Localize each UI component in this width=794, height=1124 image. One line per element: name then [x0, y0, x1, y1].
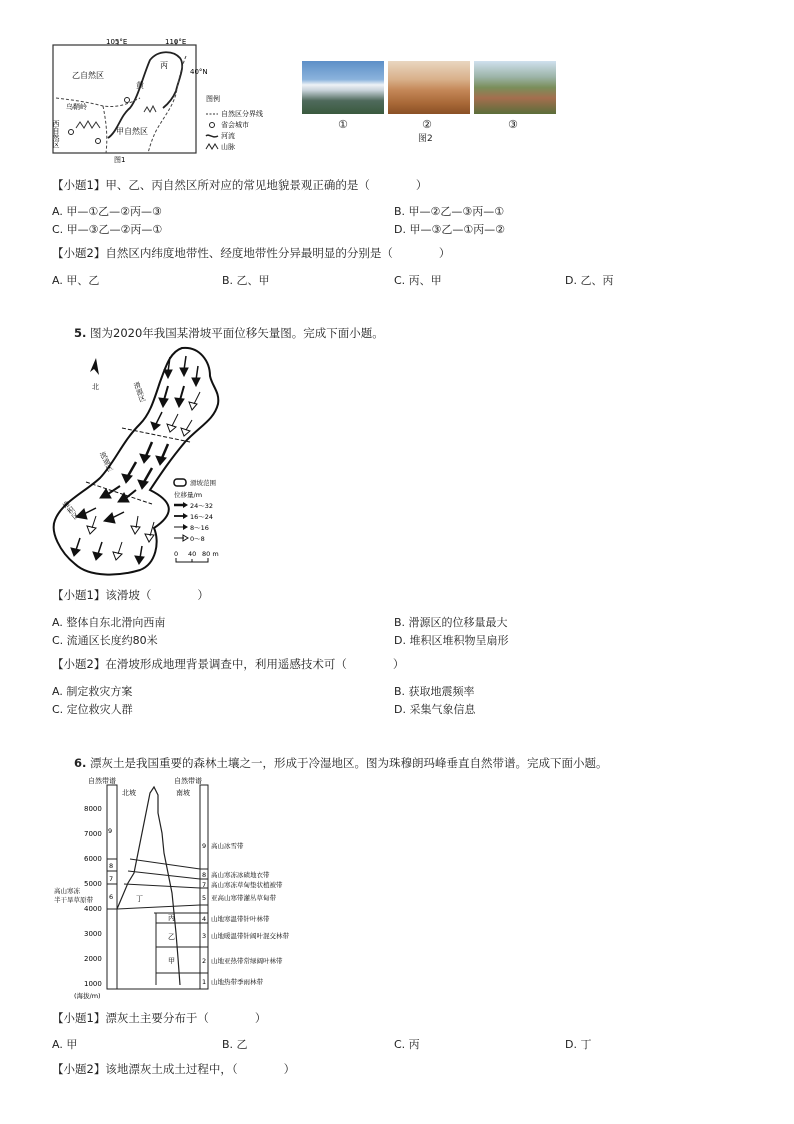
zone-num-1: 1: [202, 978, 207, 986]
label-jia: 甲: [168, 957, 175, 965]
legend-mountain-label: 山脉: [221, 143, 235, 151]
legend-title: 图例: [206, 95, 220, 103]
label-yi: 乙: [168, 933, 175, 941]
city-marker: [69, 130, 74, 135]
scale-tick-0: 0: [174, 550, 179, 558]
north-label: 北: [92, 383, 99, 391]
zone-name-5: 亚高山寒带灌丛草甸带: [211, 894, 276, 902]
q4-sub2-option-b[interactable]: B. 乙、甲: [222, 274, 270, 287]
left-zone-column: [107, 785, 117, 989]
vertical-zone-diagram: [50, 773, 330, 1003]
y-tick-3000: 3000: [84, 930, 102, 938]
slope-band-lines: [117, 859, 200, 985]
q5-sub1-option-d[interactable]: D. 堆积区堆积物呈扇形: [394, 634, 509, 647]
south-slope-label: 南坡: [176, 789, 190, 797]
city-marker: [125, 98, 130, 103]
y-tick-7000: 7000: [84, 830, 102, 838]
legend-river-label: 河流: [221, 132, 235, 140]
q5-sub2-option-b[interactable]: B. 获取地震频率: [394, 685, 475, 698]
map1-caption: 图1: [114, 156, 126, 164]
landscape-photo-2: [388, 61, 470, 114]
legend-city-marker: [210, 123, 215, 128]
q6-stem-text: 漂灰土是我国重要的森林土壤之一，形成于冷湿地区。图为珠穆朗玛峰垂直自然带谱。完成下面小题。: [86, 756, 608, 770]
q6-number: 6.: [74, 756, 87, 770]
q6-sub1-option-c[interactable]: C. 丙: [394, 1038, 420, 1051]
left-zone-header: 自然带谱: [88, 777, 116, 785]
q6-sub1-option-d[interactable]: D. 丁: [565, 1038, 592, 1051]
q5-sub1-option-a[interactable]: A. 整体自东北滑向西南: [52, 616, 166, 629]
legend-label-0-8: 0～8: [190, 535, 205, 543]
left-zone-num-9: 9: [108, 827, 113, 835]
scale-tick-80: 80 m: [202, 550, 219, 558]
y-tick-4000: 4000: [84, 905, 102, 913]
zone-num-8: 8: [202, 871, 207, 879]
label-ding: 丁: [136, 895, 143, 903]
left-zone-label-line2: 半干旱草原带: [54, 896, 93, 904]
lat-label-40: 40°N: [190, 68, 208, 76]
zone-name-2: 山地亚热带常绿阔叶林带: [211, 957, 283, 965]
y-unit: (海拔/m): [74, 992, 101, 1000]
q5-stem: [74, 325, 384, 341]
q6-sub1-stem: 【小题1】漂灰土主要分布于（ ）: [52, 1011, 267, 1025]
mountain-wuqiaoling: [76, 121, 100, 128]
photos-caption: 图2: [418, 134, 433, 144]
y-tick-1000: 1000: [84, 980, 102, 988]
photo-label-2: ②: [422, 118, 432, 131]
zone-num-5: 5: [202, 894, 207, 902]
q4-sub1-option-d[interactable]: D. 甲—③乙—①丙—②: [394, 223, 506, 236]
legend-range-label: 滑坡范围: [190, 479, 216, 487]
zone-num-3: 3: [202, 932, 207, 940]
label-xi-region: 西自然区: [52, 120, 60, 148]
label-bing: 丙: [168, 914, 175, 922]
city-marker: [96, 139, 101, 144]
zone-num-2: 2: [202, 957, 207, 965]
zone-name-9: 高山冰雪带: [211, 842, 244, 850]
map-figure-1: [48, 36, 298, 166]
y-tick-6000: 6000: [84, 855, 102, 863]
q5-sub2-option-a[interactable]: A. 制定救灾方案: [52, 685, 133, 698]
legend-range-icon: [174, 479, 186, 486]
label-jia-region: 甲自然区: [116, 127, 148, 136]
y-tick-5000: 5000: [84, 880, 102, 888]
legend-river-icon: [206, 135, 218, 137]
legend-arrow-16-24: [174, 513, 188, 519]
legend-arrow-0-8: [174, 535, 188, 541]
q5-stem-text: 图为2020年我国某滑坡平面位移矢量图。完成下面小题。: [86, 326, 384, 340]
q4-sub2-option-c[interactable]: C. 丙、甲: [394, 274, 442, 287]
legend-label-16-24: 16～24: [190, 513, 214, 521]
landslide-map: [50, 342, 280, 582]
legend-mountain-icon: [206, 144, 218, 149]
photo-label-3: ③: [508, 118, 518, 131]
zone-name-4: 山地寒温带针叶林带: [211, 915, 270, 923]
right-zone-labels: [202, 841, 290, 986]
q4-sub1-option-a[interactable]: A. 甲—①乙—②丙—③: [52, 205, 162, 218]
landscape-photo-3: [474, 61, 556, 114]
legend-arrow-8-16: [174, 524, 188, 530]
region-boundary-west: [103, 106, 107, 153]
q5-sub2-option-c[interactable]: C. 定位救灾人群: [52, 703, 133, 716]
zone-num-9: 9: [202, 842, 207, 850]
q5-sub2-option-d[interactable]: D. 采集气象信息: [394, 703, 476, 716]
legend-label-8-16: 8～16: [190, 524, 209, 532]
left-zone-num-8: 8: [109, 862, 114, 870]
zone-name-8: 高山寒冻冰碛地衣带: [211, 871, 270, 879]
zone-name-3: 山地暖温带针阔叶混交林带: [211, 932, 289, 940]
q4-sub2-option-a[interactable]: A. 甲、乙: [52, 274, 100, 287]
q4-sub1-option-c[interactable]: C. 甲—③乙—②丙—①: [52, 223, 163, 236]
north-arrow-icon: [90, 358, 99, 375]
legend-displacement-title: 位移量/m: [174, 491, 203, 499]
zone-num-7: 7: [202, 881, 207, 889]
q4-sub2-stem: 【小题2】自然区内纬度地带性、经度地带性分异最明显的分别是（ ）: [52, 246, 451, 260]
label-yi-region: 乙自然区: [72, 71, 104, 80]
q4-sub1-stem: 【小题1】甲、乙、丙自然区所对应的常见地貌景观正确的是（ ）: [52, 178, 428, 192]
zone-name-7: 高山寒冻草甸垫状植被带: [211, 881, 283, 889]
q5-number: 5.: [74, 326, 87, 340]
legend-arrow-24-32: [174, 502, 188, 508]
label-wuqiaoling: 乌鞘岭: [66, 103, 87, 111]
y-tick-2000: 2000: [84, 955, 102, 963]
scale-tick-40: 40: [188, 550, 197, 558]
zone-label-source: 滑源区: [132, 380, 147, 404]
q4-sub2-option-d[interactable]: D. 乙、丙: [565, 274, 614, 287]
left-zone-num-7: 7: [109, 875, 114, 883]
q5-sub1-option-c[interactable]: C. 流通区长度约80米: [52, 634, 158, 647]
y-tick-8000: 8000: [84, 805, 102, 813]
zone-name-1: 山地热带季雨林带: [211, 978, 263, 986]
legend-city-label: 省会城市: [221, 121, 249, 129]
left-zone-num-6: 6: [109, 893, 114, 901]
label-huang: 黄: [136, 81, 144, 90]
lon-label-105: 105°E: [106, 38, 128, 46]
label-bing: 丙: [160, 61, 168, 70]
yellow-river: [108, 52, 182, 138]
right-zone-header: 自然带谱: [174, 777, 202, 785]
legend-label-24-32: 24～32: [190, 502, 214, 510]
q5-sub1-stem: 【小题1】该滑坡（ ）: [52, 588, 209, 602]
q5-sub2-stem: 【小题2】在滑坡形成地理背景调查中，利用遥感技术可（ ）: [52, 657, 405, 671]
q4-sub1-option-b[interactable]: B. 甲—②乙—③丙—①: [394, 205, 505, 218]
zone-label-flow: 流通区: [98, 450, 115, 473]
north-slope-label: 北坡: [122, 789, 136, 797]
legend-boundary-label: 自然区分界线: [221, 110, 263, 118]
landscape-photo-1: [302, 61, 384, 114]
left-zone-label-line1: 高山寒冻: [54, 887, 80, 895]
q6-stem: [74, 755, 608, 771]
zone-label-deposit: 堆积区: [60, 499, 81, 521]
zone-divider-1: [122, 428, 190, 442]
photo-label-1: ①: [338, 118, 348, 131]
q6-sub1-option-b[interactable]: B. 乙: [222, 1038, 248, 1051]
zone-num-4: 4: [202, 915, 207, 923]
q5-sub1-option-b[interactable]: B. 滑源区的位移量最大: [394, 616, 508, 629]
lon-label-110: 110°E: [165, 38, 187, 46]
q6-sub1-option-a[interactable]: A. 甲: [52, 1038, 78, 1051]
q6-sub2-stem: 【小题2】该地漂灰土成土过程中，（ ）: [52, 1062, 296, 1076]
scale-bar: [176, 558, 208, 562]
mountain-helan: [144, 106, 156, 112]
